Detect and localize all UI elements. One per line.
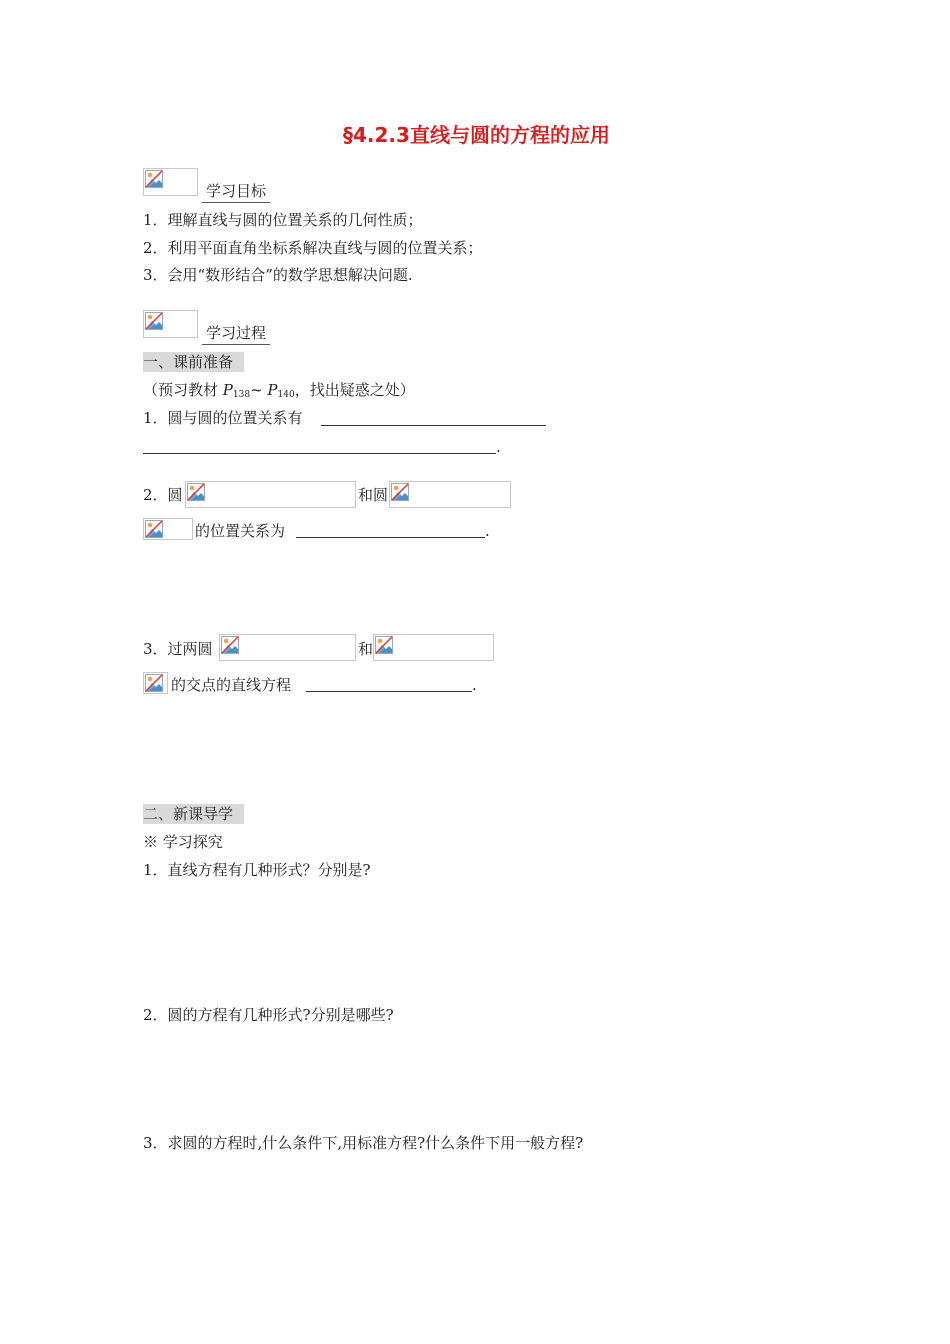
broken-image-icon (145, 170, 163, 188)
equation-image (185, 481, 356, 508)
broken-image-icon (187, 483, 205, 501)
process-heading: 学习过程 (202, 323, 270, 345)
period: . (485, 522, 490, 540)
goal-item-1: 1．理解直线与圆的位置关系的几何性质； (143, 211, 423, 229)
page-title: §4.2.3直线与圆的方程的应用 (343, 123, 610, 147)
broken-image-icon (145, 674, 163, 692)
equation-image (373, 634, 494, 661)
preview-note: （预习教材 $P_{138}\sim$ $P_{140}$，找出疑惑之处） (143, 381, 415, 400)
goal-item-3: 3．会用“数形结合”的数学思想解决问题. (143, 266, 413, 284)
goals-heading: 学习目标 (202, 181, 270, 203)
question-2-prefix: 2．圆 (143, 486, 183, 504)
answer-blank[interactable] (143, 453, 496, 454)
period: . (472, 676, 477, 694)
question-3-mid: 和 (358, 640, 374, 658)
question-3-prefix: 3．过两圆 (143, 640, 213, 658)
broken-image-icon (391, 483, 409, 501)
section-new-lesson: 二、新课导学 (143, 804, 244, 824)
equation-image (219, 634, 356, 661)
equation-image (389, 481, 511, 508)
answer-blank[interactable] (321, 425, 546, 426)
equation-image (143, 672, 168, 694)
question-2-line2: 的位置关系为 (195, 522, 286, 540)
broken-image-icon (145, 520, 163, 538)
explore-question-2: 2．圆的方程有几种形式?分别是哪些? (143, 1006, 394, 1024)
section-pre-class: 一、课前准备 (143, 352, 244, 372)
equation-image (143, 518, 193, 540)
explore-question-1: 1．直线方程有几种形式？分别是? (143, 861, 371, 879)
explore-heading: ※ 学习探究 (143, 833, 223, 851)
section-icon-image (143, 168, 198, 196)
answer-blank[interactable] (296, 537, 485, 538)
answer-blank[interactable] (306, 691, 472, 692)
goal-item-2: 2．利用平面直角坐标系解决直线与圆的位置关系； (143, 239, 483, 257)
broken-image-icon (145, 312, 163, 330)
question-1: 1．圆与圆的位置关系有 (143, 409, 303, 427)
question-3-line2: 的交点的直线方程 (171, 676, 292, 694)
period: . (496, 438, 501, 456)
broken-image-icon (375, 636, 393, 654)
section-icon-image (143, 310, 198, 338)
question-2-mid: 和圆 (358, 486, 389, 504)
broken-image-icon (221, 636, 239, 654)
explore-question-3: 3．求圆的方程时,什么条件下,用标准方程?什么条件下用一般方程? (143, 1134, 584, 1152)
